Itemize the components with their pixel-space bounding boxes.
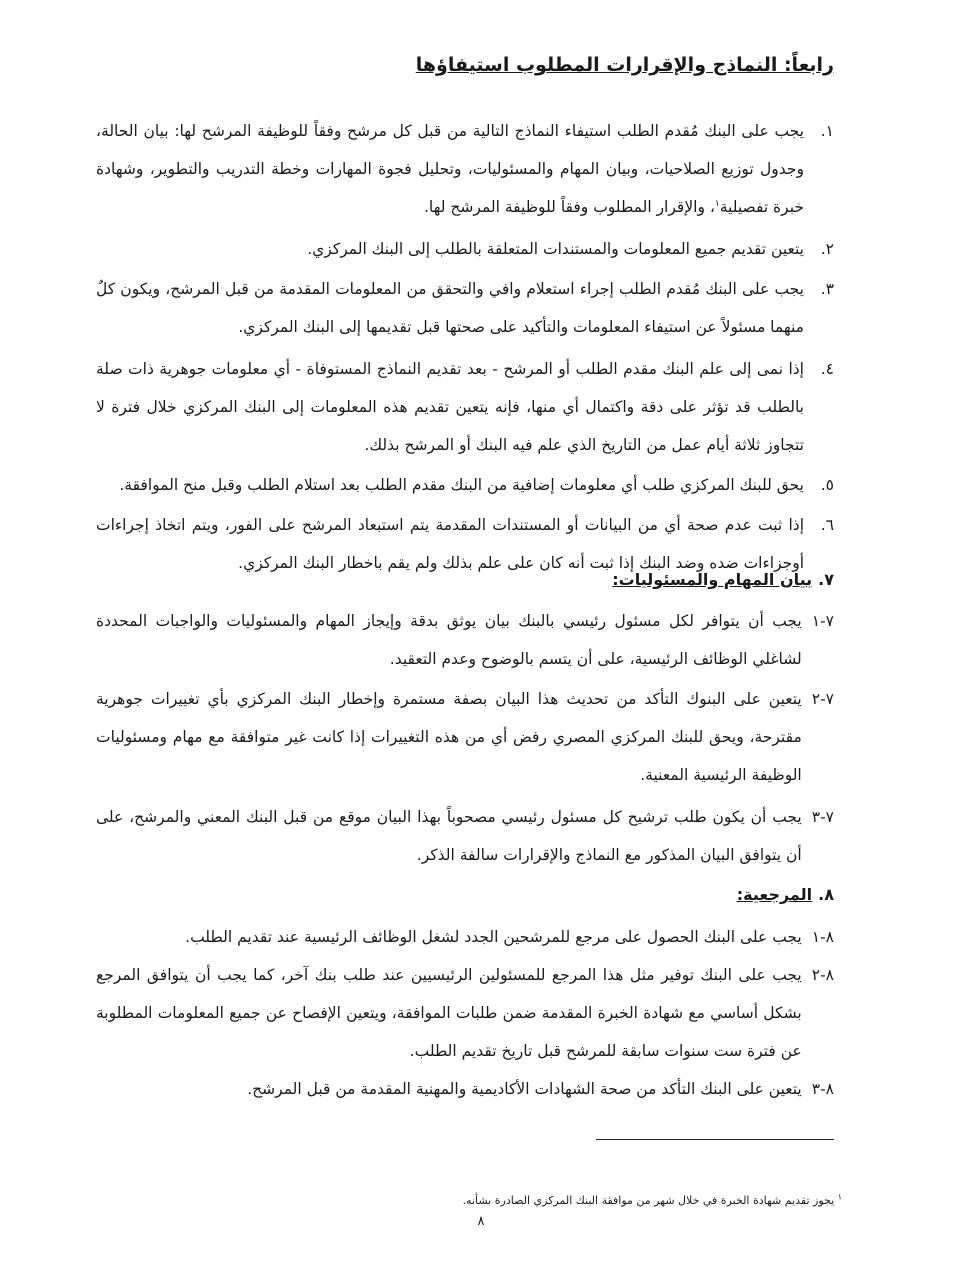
page-number: ٨ bbox=[477, 1214, 485, 1229]
item-text: يجب على البنك مُقدم الطلب استيفاء النماذج التالية من قبل كل مرشح وفقاً للوظيفة المرشح لها: بيان الحالة، وجدول توزيع الصلاحيات، وبيان المهام والمسئوليات، وتحليل فجوة المهارات وخطة التدريب والتطوير، وشهادة خبرة تفصيلية bbox=[96, 122, 804, 216]
section-8-list bbox=[96, 918, 834, 1108]
section-heading: رابعاً: النماذج والإقرارات المطلوب استيفاؤها bbox=[415, 54, 834, 76]
list-item bbox=[96, 350, 834, 464]
item-text: يجب على البنك مُقدم الطلب إجراء استعلام وافي والتحقق من المعلومات المقدمة من قبل المرشح، ويكون كلٌ منهما مسئولاً عن استيفاء المعلومات والتأكيد على صحتها قبل تقديمها إلى البنك المركزي. bbox=[96, 280, 804, 336]
section-title-text: المرجعية: bbox=[736, 885, 813, 904]
item-text: إذا نمى إلى علم البنك مقدم الطلب أو المرشح - بعد تقديم النماذج المستوفاة - أي معلومات جوهرية ذات صلة بالطلب قد تؤثر على دقة واكتمال أي منها، فإنه يتعين تقديم هذه المعلومات إلى البنك المركزي خلال فترة لا تتجاوز ثلاثة أيام عمل من التاريخ الذي علم فيه البنك أو المرشح بذلك. bbox=[96, 360, 804, 454]
item-number: ٦. bbox=[820, 516, 834, 534]
item-number: ٨-١ bbox=[811, 928, 834, 946]
item-number: ٨-٢ bbox=[811, 966, 834, 984]
list-item bbox=[96, 798, 834, 874]
item-text: يجب أن يكون طلب ترشيح كل مسئول رئيسي مصحوباً بهذا البيان موقع من قبل البنك المعني والمرشح، على أن يتوافق البيان المذكور مع النماذج والإقرارات سالفة الذكر. bbox=[96, 808, 802, 864]
item-number: ٧-١ bbox=[811, 612, 834, 630]
item-number: ٣. bbox=[820, 280, 834, 298]
list-item bbox=[96, 466, 834, 504]
footnote bbox=[463, 1194, 842, 1207]
item-number: ٧-٣ bbox=[811, 808, 834, 826]
item-text: يتعين على البنوك التأكد من تحديث هذا البيان بصفة مستمرة وإخطار البنك المركزي بأي تغييرات جوهرية مقترحة، ويحق للبنك المركزي المصري رفض أي من هذه التغييرات إذا كانت غير متوافقة مع مهام ومسئوليات الوظيفة الرئيسية المعنية. bbox=[96, 690, 802, 784]
item-text: يحق للبنك المركزي طلب أي معلومات إضافية من البنك مقدم الطلب بعد استلام الطلب وقبل منح الموافقة. bbox=[119, 476, 804, 494]
item-number: ٨-٣ bbox=[811, 1080, 834, 1098]
item-text: يجب أن يتوافر لكل مسئول رئيسي بالبنك بيان يوثق بدقة وإيجاز المهام والمسئوليات والواجبات المحددة لشاغلي الوظائف الرئيسية، على أن يتسم بالوضوح وعدم التعقيد. bbox=[96, 612, 802, 668]
list-item bbox=[96, 918, 834, 956]
list-item bbox=[96, 680, 834, 794]
list-item bbox=[96, 1070, 834, 1108]
footnote-reference: ١ bbox=[714, 198, 720, 209]
item-number: ٥. bbox=[820, 476, 834, 494]
item-number: ٤. bbox=[820, 360, 834, 378]
list-item bbox=[96, 956, 834, 1070]
footnote-mark: ١ bbox=[837, 1192, 842, 1202]
item-text: يجب على البنك توفير مثل هذا المرجع للمسئولين الرئيسيين عند طلب بنك آخر، كما يجب أن يتوافق المرجع بشكل أساسي مع شهادة الخبرة المقدمة ضمن طلبات الموافقة، ويتعين الإفصاح عن جميع المعلومات المطلوبة عن فترة ست سنوات سابقة للمرشح قبل تاريخ تقديم الطلب. bbox=[96, 966, 802, 1060]
footnote-separator bbox=[596, 1139, 834, 1140]
items-list bbox=[96, 112, 834, 582]
item-text: يتعين على البنك التأكد من صحة الشهادات الأكاديمية والمهنية المقدمة من قبل المرشح. bbox=[247, 1080, 802, 1098]
list-item bbox=[96, 602, 834, 678]
item-number: ٧-٢ bbox=[811, 690, 834, 708]
item-text: إذا ثبت عدم صحة أي من البيانات أو المستندات المقدمة يتم استبعاد المرشح على الفور، ويتم اتخاذ إجراءات أوجزاءات ضده وضد البنك إذا ثبت أنه كان على علم بذلك ولم يقم باخطار البنك المركزي. bbox=[96, 516, 804, 572]
item-number: ١. bbox=[820, 122, 834, 140]
section-7-title bbox=[612, 570, 834, 589]
list-item bbox=[96, 230, 834, 268]
item-number: ٢. bbox=[820, 240, 834, 258]
section-title-text: بيان المهام والمسئوليات: bbox=[612, 570, 813, 589]
item-text: يجب على البنك الحصول على مرجع للمرشحين الجدد لشغل الوظائف الرئيسية عند تقديم الطلب. bbox=[185, 928, 802, 946]
footnote-text: يجوز تقديم شهادة الخبرة في خلال شهر من موافقة البنك المركزي الصادرة بشأنه. bbox=[462, 1194, 835, 1207]
list-item bbox=[96, 270, 834, 346]
item-text: يتعين تقديم جميع المعلومات والمستندات المتعلقة بالطلب إلى البنك المركزي. bbox=[307, 240, 804, 258]
section-number: ٨. bbox=[818, 885, 834, 904]
section-8-title bbox=[737, 885, 834, 904]
section-number: ٧. bbox=[818, 570, 834, 589]
item-text-continued: ، والإقرار المطلوب وفقاً للوظيفة المرشح لها. bbox=[423, 198, 715, 216]
section-7-list bbox=[96, 602, 834, 874]
list-item bbox=[96, 112, 834, 226]
